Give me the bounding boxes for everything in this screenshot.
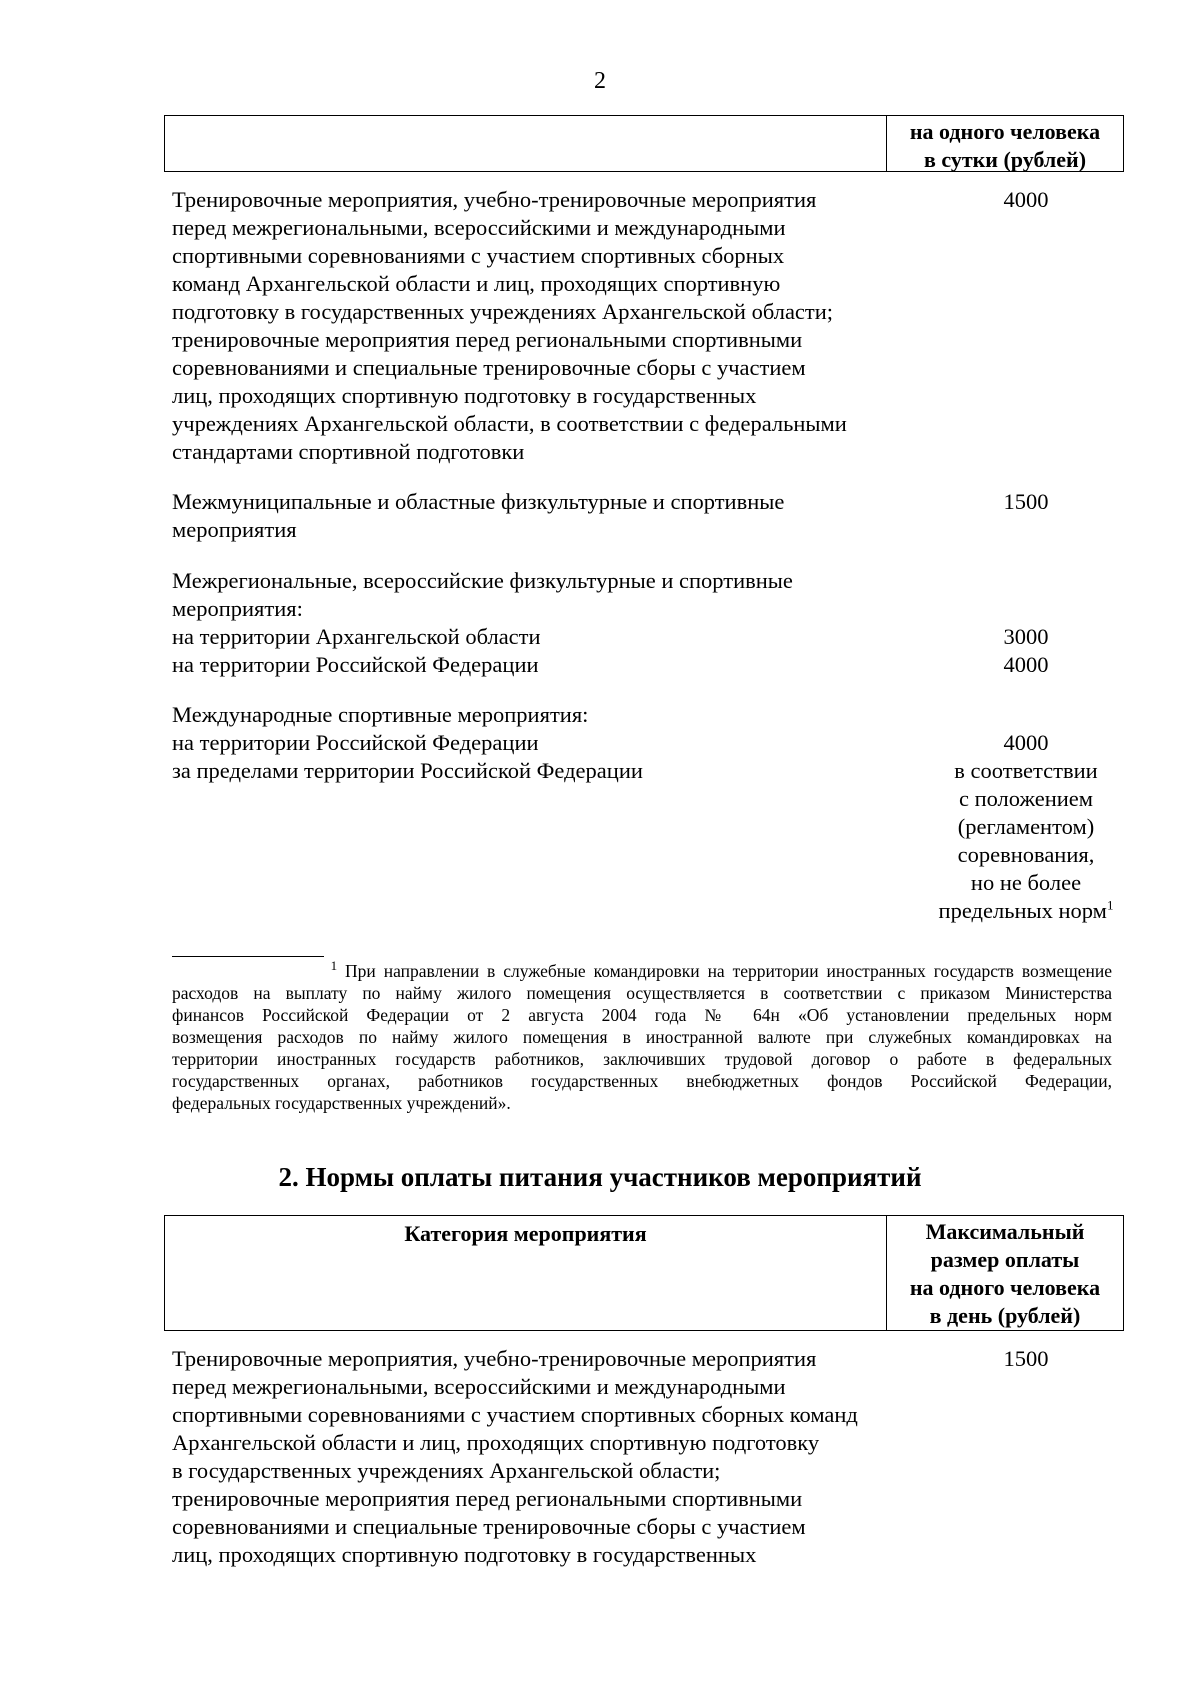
table1-header-left <box>165 116 887 171</box>
row-value: 1500 <box>1003 489 1049 514</box>
footnote-divider <box>172 956 324 957</box>
row-value: 3000 4000 <box>1003 624 1049 677</box>
section-title: 2. Нормы оплаты питания участников мероприятий <box>278 1162 922 1192</box>
row-category-text: Тренировочные мероприятия, учебно-тренировочные мероприятия перед межрегиональными, всероссийскими и международными спортивными соревнованиями с участием спортивных сборных команд Архангельской области и лиц, проходящих спортивную подготовку в государственных учреждениях Архангельской области; тренировочные мероприятия перед региональными спортивными соревнованиями и специальные тренировочные сборы с участием лиц, проходящих спортивную подготовку в государственных <box>172 1346 858 1567</box>
footnote-marker: 1 <box>330 958 338 974</box>
row-value: 4000 в соответствии с положением (регламентом) соревнования, но не более предельных норм$^1$ <box>938 730 1114 923</box>
table2-header-left: Категория мероприятия <box>165 1216 887 1330</box>
row-value: 4000 <box>1003 187 1049 212</box>
table1-header-right: на одного человека в сутки (рублей) <box>909 119 1101 172</box>
table2-header-right: Максимальный размер оплаты на одного человека в день (рублей) <box>909 1219 1101 1328</box>
footnote-ref: 1 <box>1106 897 1114 913</box>
table2-header <box>164 1215 1124 1331</box>
footnote: $^1$ При направлении в служебные командировки на территории иностранных государств возмещение расходов на выплату по найму жилого помещения осуществляется в соответствии с приказом Министерства финансов Российской Федерации от 2 августа 2004 года № 64н «Об установлении предельных норм возмещения расходов по найму жилого помещения в иностранной валюте при служебных командировках на территории иностранных государств работников, заключивших трудовой договор о работе в федеральных государственных органах, работников государственных внебюджетных фондов Российской Федерации, федеральных государственных учреждений». <box>172 958 1112 1113</box>
row-category-text: Межмуниципальные и областные физкультурные и спортивные мероприятия <box>172 489 785 542</box>
page-number: 2 <box>594 68 606 94</box>
row-value: 1500 <box>1003 1346 1049 1371</box>
row-category-text: Межрегиональные, всероссийские физкультурные и спортивные мероприятия: на территории Архангельской области на территории Российской Федерации <box>172 568 793 677</box>
table1-header <box>164 115 1124 172</box>
row-category-text: Международные спортивные мероприятия: на территории Российской Федерации за пределами территории Российской Федерации <box>172 702 643 783</box>
row-category-text: Тренировочные мероприятия, учебно-тренировочные мероприятия перед межрегиональными, всероссийскими и международными спортивными соревнованиями с участием спортивных сборных команд Архангельской области и лиц, проходящих спортивную подготовку в государственных учреждениях Архангельской области; тренировочные мероприятия перед региональными спортивными соревнованиями и специальные тренировочные сборы с участием лиц, проходящих спортивную подготовку в государственных учреждениях Архангельской области, в соответствии с федеральными стандартами спортивной подготовки <box>172 187 847 464</box>
